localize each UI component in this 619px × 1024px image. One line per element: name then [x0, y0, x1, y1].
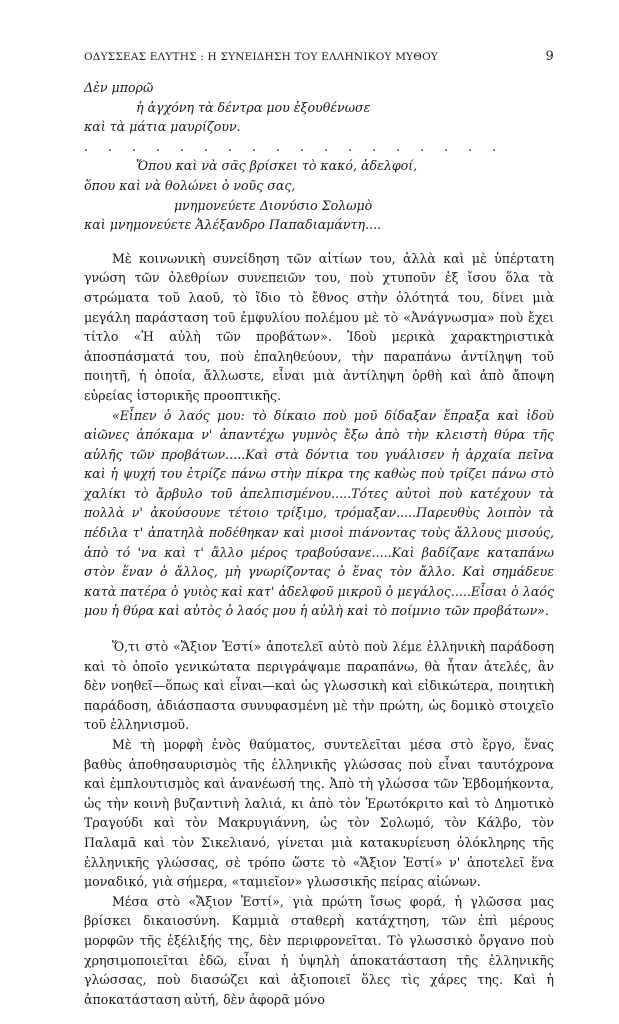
poem-line: ἡ ἀγχόνη τὰ δέντρα μου ἐξουθένωσε [136, 99, 371, 115]
poem-line: καὶ μνημονεύετε Ἀλέξανδρο Παπαδιαμάντη.... [84, 217, 382, 233]
page-number: 9 [545, 49, 554, 64]
paragraph: Μὲ κοινωνικὴ συνείδηση τῶν αἰτίων του, ἀλλὰ καὶ μὲ ὑπέρτατη γνώση τῶν ὀλεθρίων συνεπειῶν του, ποὺ χτυποῦν ἐξ ἴσου ὅλα τὰ στρώματα τοῦ λαοῦ, τὸ ἴδιο τὸ ἔθνος στὴν ὁλότητά του, δίνει μιὰ μεγάλη παράσταση τοῦ ἐμφυλίου πολέμου μὲ τὸ «Ἀνάγνωσμα» ποὺ ἔχει τίτλο «Ἡ αὐλὴ τῶν προβάτων». Ἰδοὺ μερικὰ χαρακτηριστικὰ ἀποσπάσματά του, ποὺ ἐπαληθεύουν, τὴν παραπάνω ἀντίληψη τοῦ ποιητῆ, ἡ ὁποία, ἄλλωστε, εἶναι μιὰ ἀντίληψη ὀρθὴ καὶ ἀπὸ ἄποψη εὐρείας ἱστορικῆς προοπτικῆς. [84, 250, 554, 403]
poem-excerpt [84, 78, 554, 235]
poem-line: ὅπου καὶ νὰ θολώνει ὁ νοῦς σας, [84, 177, 296, 193]
page-body [84, 78, 554, 1009]
poem-line: Δὲν μπορῶ [84, 80, 154, 95]
paragraph: Ὅ,τι στὸ «Ἄξιον Ἐστί» ἀποτελεῖ αὐτὸ ποὺ λέμε ἑλληνικὴ παράδοση καὶ τὸ ὁποῖο γενικώτατα περιγράψαμε παραπάνω, θὰ ἦταν ἀτελές, ἂν δὲν νοηθεῖ—ὅπως καὶ εἶναι—καὶ ὡς γλωσσικὴ καὶ εἰδικώτερα, ποιητικὴ παράδοση, ἀδιάσπαστα συνυφασμένη μὲ τὴν πρώτη, ὡς δομικὸ στοιχεῖο τοῦ ἑλληνισμοῦ. [84, 639, 554, 733]
poem-line: καὶ τὰ μάτια μαυρίζουν. [84, 119, 241, 135]
poem-ellipsis-line: . . . . . . . . . . . . . . . . . . [84, 138, 505, 154]
paragraph: Μὲ τὴ μορφὴ ἑνὸς θαύματος, συντελεῖται μέσα στὸ ἔργο, ἕνας βαθὺς ἀποθησαυρισμὸς τῆς ἑλληνικῆς γλώσσας ποὺ εἶναι ταυτόχρονα καὶ ἐμπλουτισμὸς καὶ ἀνανέωσή της. Ἀπὸ τὴ γλώσσα τῶν Ἑβδομήκοντα, ὡς τὴν κοινὴ βυζαντινὴ λαλιά, κι ἀπὸ τὸν Ἐρωτόκριτο καὶ τὸ Δημοτικὸ Τραγούδι καὶ τὸν Μακρυγιάννη, ὡς τὸν Σολωμό, τὸν Κάλβο, τὸν Παλαμᾶ καὶ τὸν Σικελιανό, γίνεται μιὰ κατακυρίευση ὁλόκληρης τῆς ἑλληνικῆς γλώσσας, σὲ τρόπο ὥστε τὸ «Ἄξιον Ἐστί» ν' ἀποτελεῖ ἕνα μοναδικό, γιὰ σήμερα, «ταμιεῖον» γλωσσικῆς πείρας αἰώνων. [84, 737, 554, 890]
running-head-title: ΟΔΥΣΣΕΑΣ ΕΛΥΤΗΣ : Η ΣΥΝΕΙΔΗΣΗ ΤΟΥ ΕΛΛΗΝΙΚΟΥ ΜΥΘΟΥ [84, 51, 439, 63]
paragraph: Μέσα στὸ «Ἄξιον Ἐστί», γιὰ πρώτη ἴσως φορά, ἡ γλῶσσα μας βρίσκει δικαιοσύνη. Καμμιὰ σταθερὴ κατάχτηση, τῶν ἐπὶ μέρους μορφῶν τῆς ἐξέλιξής της, δὲν περιφρονεῖται. Τὸ γλωσσικὸ ὄργανο ποὺ χρησιμοποιεῖται ἐδῶ, εἶναι ἡ ὑψηλὴ ἀποκατάσταση τῆς ἑλληνικῆς γλώσσας, ποὺ διασώζει καὶ ἀξιοποιεῖ ὅλες τὶς χάρες της. Καὶ ἡ ἀποκατάσταση αὐτή, δὲν ἀφορᾶ μόνο [84, 893, 554, 1007]
poem-line: μνημονεύετε Διονύσιο Σολωμὸ [174, 197, 373, 213]
poem-line: Ὅπου καὶ νὰ σᾶς βρίσκει τὸ κακό, ἀδελφοί, [136, 158, 418, 174]
quoted-passage: «Εἶπεν ὁ λαός μου: τὸ δίκαιο ποὺ μοῦ δίδαξαν ἔπραξα καὶ ἰδοὺ αἰῶνες ἀπόκαμα ν' ἀπαντέχω γυμνὸς ἔξω ἀπὸ τὴν κλειστὴ θύρα τῆς αὐλῆς τῶν προβάτων.....Καὶ στὰ δόντια του γυάλισεν ἡ ἀρχαία πεῖνα καὶ ἡ ψυχή του ἐτρίζε πάνω στὴν πίκρα της καθὼς ποὺ τρίζει πάνω στὸ χαλίκι τὸ ἄρβυλο τοῦ ἀπελπισμένου.....Τότες αὐτοὶ ποὺ κατέχουν τὰ πολλὰ ν' ἀκούσουνε τέτοιο τρίξιμο, τρόμαξαν.....Παρευθὺς λοιπὸν τὰ πέδιλα τ' ἀπατηλὰ ποδέθηκαν καὶ μισοὶ πιάνοντας τοὺς ἄλλους μισούς, ἀπὸ τό 'να καὶ τ' ἄλλο μέρος τραβούσανε.....Καὶ βαδίζανε καταπάνω στὸν ἕναν ὁ ἄλλος, μὴ γνωρίζοντας ὁ ἕνας τὸν ἄλλο. Καὶ σημάδευε κατὰ πατέρα ὁ γυιὸς καὶ κατ' ἀδελφοῦ μικροῦ ὁ μεγάλος.....Εἶσαι ὁ λαός μου ἡ θύρα καὶ αὐτὸς ὁ λαός μου ἡ αὐλὴ καὶ τὸ ποίμνιο τῶν προβάτων». [84, 407, 554, 619]
